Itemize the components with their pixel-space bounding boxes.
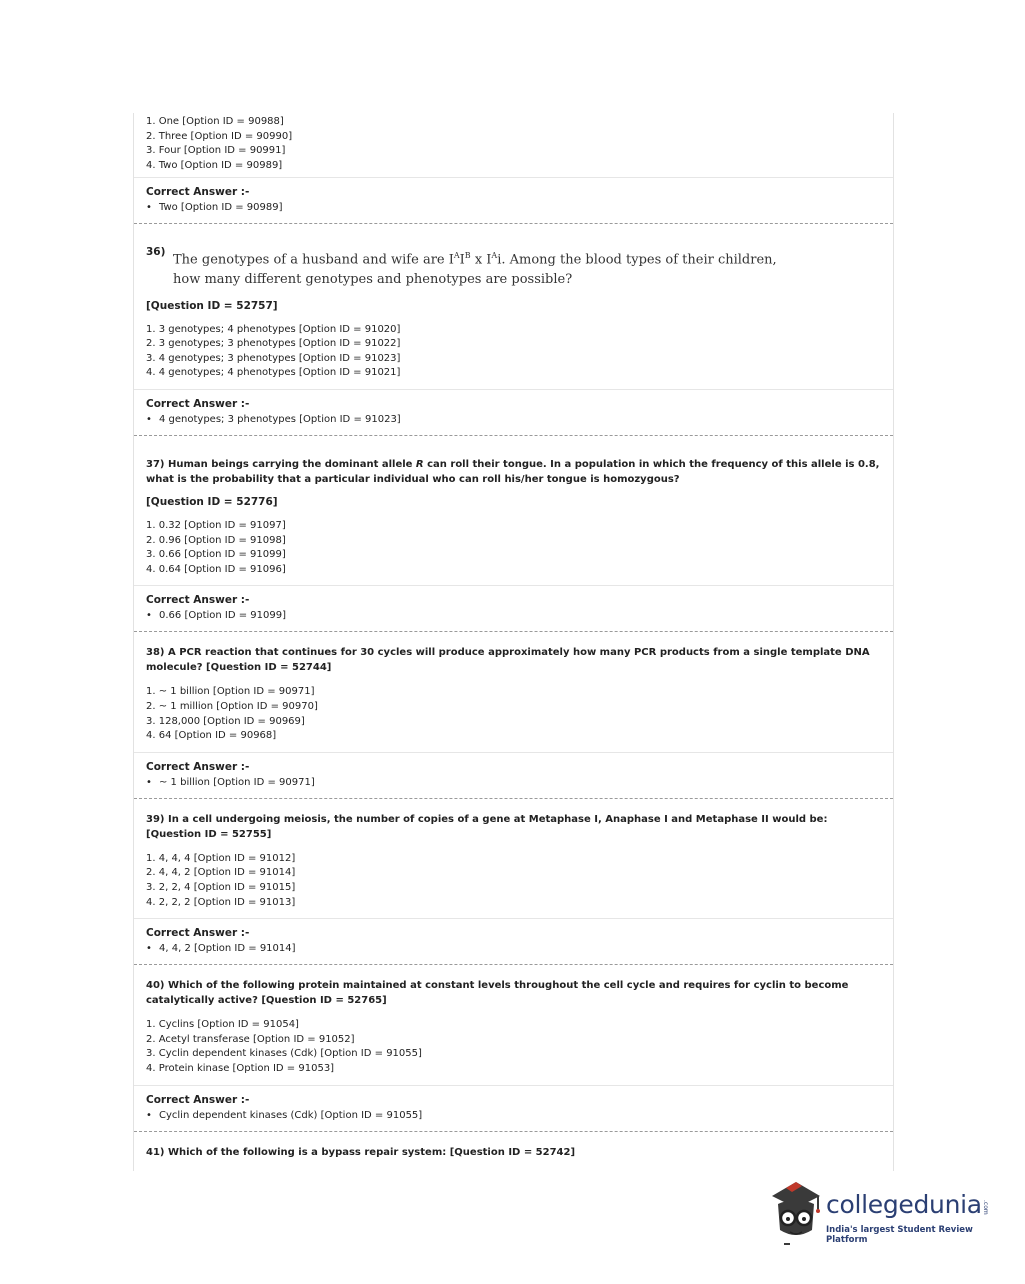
option-3: 3. 4 genotypes; 3 phenotypes [Option ID = 91023] xyxy=(146,352,401,364)
option-4: 4. 0.64 [Option ID = 91096] xyxy=(146,563,286,575)
question-options xyxy=(146,323,893,381)
question-text xyxy=(146,457,893,487)
q36-text-part: I xyxy=(459,252,465,268)
answer-text: 4 genotypes; 3 phenotypes [Option ID = 91023] xyxy=(159,414,401,426)
option-2: 2. Three [Option ID = 90990] xyxy=(146,130,293,142)
option-4: 4. Protein kinase [Option ID = 91053] xyxy=(146,1062,335,1074)
prev-answer-section xyxy=(134,177,893,218)
question-options xyxy=(146,519,893,577)
question-options xyxy=(146,1018,893,1076)
question-text: 41) Which of the following is a bypass repair system: [Question ID = 52742] xyxy=(146,1146,576,1158)
answer-section-39 xyxy=(134,918,893,959)
correct-answer xyxy=(146,1108,893,1124)
brand-suffix: .com xyxy=(982,1200,989,1215)
answer-text: 0.66 [Option ID = 91099] xyxy=(159,610,286,622)
graduate-mascot-icon xyxy=(766,1178,826,1250)
question-text: 40) Which of the following protein maintained at constant levels throughout the cell cycle and requires for cyclin to become catalytically active? [Question ID = 52765] xyxy=(146,980,849,1007)
superscript: A xyxy=(491,251,498,261)
question-text: 39) In a cell undergoing meiosis, the number of copies of a gene at Metaphase I, Anaphase I and Metaphase II would be: [Question ID = 52755] xyxy=(146,813,828,840)
correct-answer xyxy=(146,775,893,791)
answer-heading: Correct Answer :- xyxy=(146,594,250,607)
option-3: 3. 128,000 [Option ID = 90969] xyxy=(146,715,305,727)
option-2: 2. 3 genotypes; 3 phenotypes [Option ID = 91022] xyxy=(146,338,401,350)
bullet-icon: • xyxy=(146,943,152,955)
question-text xyxy=(173,246,777,289)
brand-name: collegedunia xyxy=(826,1190,982,1219)
option-3: 3. 0.66 [Option ID = 91099] xyxy=(146,549,286,561)
superscript: B xyxy=(464,251,471,261)
option-2: 2. ~ 1 million [Option ID = 90970] xyxy=(146,701,318,713)
question-id: [Question ID = 52776] xyxy=(146,496,278,509)
question-39 xyxy=(134,799,893,910)
correct-answer xyxy=(146,200,893,216)
question-36 xyxy=(134,224,893,381)
correct-answer xyxy=(146,941,893,957)
option-4: 4. 64 [Option ID = 90968] xyxy=(146,730,277,742)
answer-heading: Correct Answer :- xyxy=(146,398,250,411)
q37-allele: R xyxy=(415,459,424,471)
question-38 xyxy=(134,632,893,743)
prev-question-options xyxy=(134,113,893,173)
collegedunia-logo xyxy=(766,1178,996,1250)
option-4: 4. 4 genotypes; 4 phenotypes [Option ID = 91021] xyxy=(146,367,401,379)
answer-text: 4, 4, 2 [Option ID = 91014] xyxy=(159,943,296,955)
question-41 xyxy=(134,1132,893,1160)
correct-answer xyxy=(146,608,893,624)
correct-answer xyxy=(146,412,893,428)
q37-text-part: can roll their tongue. In a population in which the frequency of this allele is 0.8, what is the probability that a particular individual who can roll his/her tongue is homozygous? xyxy=(146,459,880,486)
answer-heading: Correct Answer :- xyxy=(146,186,250,199)
bullet-icon: • xyxy=(146,1109,152,1121)
question-number: 36) xyxy=(146,246,166,259)
q36-text-part: x I xyxy=(470,252,492,268)
option-3: 3. Four [Option ID = 90991] xyxy=(146,145,286,157)
answer-section-40 xyxy=(134,1085,893,1126)
answer-heading: Correct Answer :- xyxy=(146,927,250,940)
answer-heading: Correct Answer :- xyxy=(146,1093,250,1106)
option-1: 1. ~ 1 billion [Option ID = 90971] xyxy=(146,686,315,698)
answer-section-36 xyxy=(134,389,893,430)
option-1: 1. One [Option ID = 90988] xyxy=(146,116,284,127)
q36-text-part: i. Among the blood types of their children, xyxy=(497,252,777,268)
option-1: 1. 0.32 [Option ID = 91097] xyxy=(146,520,286,532)
answer-heading: Correct Answer :- xyxy=(146,760,250,773)
q36-text-line2: how many different genotypes and phenotypes are possible? xyxy=(173,272,573,288)
brand-tagline: India's largest Student Review Platform xyxy=(826,1225,973,1245)
option-1: 1. 3 genotypes; 4 phenotypes [Option ID = 91020] xyxy=(146,323,401,335)
answer-text: ~ 1 billion [Option ID = 90971] xyxy=(159,776,315,788)
bullet-icon: • xyxy=(146,610,152,622)
option-4: 4. Two [Option ID = 90989] xyxy=(146,159,283,171)
superscript: A xyxy=(453,251,460,261)
option-1: 1. 4, 4, 4 [Option ID = 91012] xyxy=(146,852,296,864)
question-text: 38) A PCR reaction that continues for 30 cycles will produce approximately how many PCR products from a single template DNA molecule? [Question ID = 52744] xyxy=(146,647,870,674)
question-37 xyxy=(134,436,893,577)
option-2: 2. 4, 4, 2 [Option ID = 91014] xyxy=(146,867,296,879)
option-2: 2. Acetyl transferase [Option ID = 91052] xyxy=(146,1033,355,1045)
exam-document xyxy=(133,113,894,1171)
option-3: 3. Cyclin dependent kinases (Cdk) [Option ID = 91055] xyxy=(146,1048,422,1060)
q37-text-part: 37) Human beings carrying the dominant allele xyxy=(146,459,416,471)
q36-text-part: The genotypes of a husband and wife are I xyxy=(173,252,454,268)
bullet-icon: • xyxy=(146,202,152,214)
answer-section-37 xyxy=(134,585,893,626)
answer-text: Two [Option ID = 90989] xyxy=(159,202,283,214)
question-40 xyxy=(134,965,893,1076)
option-4: 4. 2, 2, 2 [Option ID = 91013] xyxy=(146,896,296,908)
option-1: 1. Cyclins [Option ID = 91054] xyxy=(146,1019,299,1031)
option-2: 2. 0.96 [Option ID = 91098] xyxy=(146,534,286,546)
question-id: [Question ID = 52757] xyxy=(146,299,278,312)
question-options xyxy=(146,852,893,910)
answer-section-38 xyxy=(134,752,893,793)
bullet-icon: • xyxy=(146,414,152,426)
bullet-icon: • xyxy=(146,776,152,788)
question-options xyxy=(146,685,893,743)
answer-text: Cyclin dependent kinases (Cdk) [Option ID = 91055] xyxy=(159,1109,423,1121)
option-3: 3. 2, 2, 4 [Option ID = 91015] xyxy=(146,882,296,894)
